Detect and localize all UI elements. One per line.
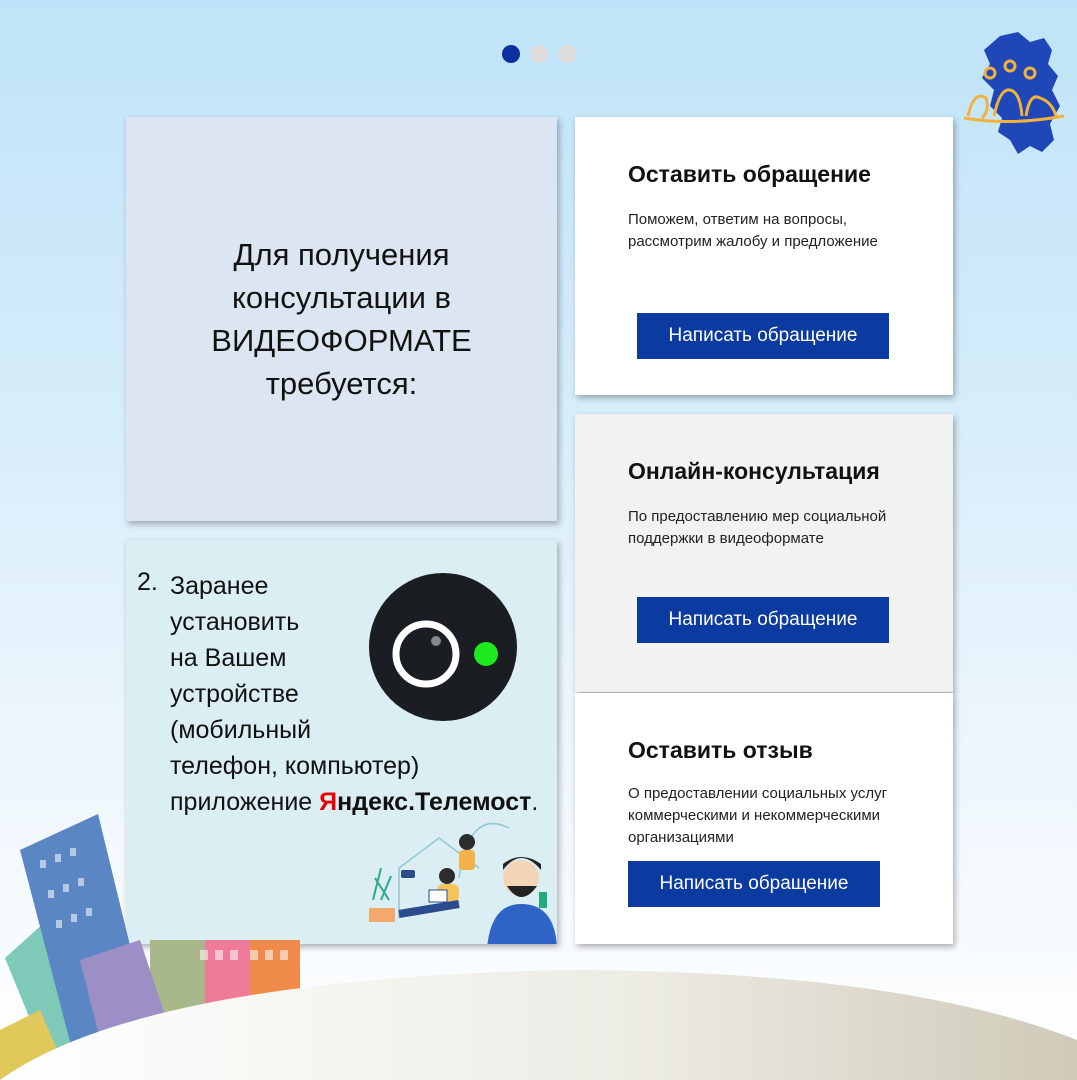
info-line-2: консультации в <box>232 280 451 315</box>
desc-line: рассмотрим жалобу и предложение <box>628 233 878 250</box>
desc-line: По предоставлению мер социальной <box>628 508 887 525</box>
step-line: (мобильный <box>170 716 312 744</box>
appeal-card <box>575 117 953 395</box>
pagination-dot-3[interactable] <box>558 45 576 63</box>
desc-line: организациями <box>628 829 734 846</box>
region-map-logo-icon <box>960 28 1075 158</box>
app-prefix: приложение <box>170 788 320 816</box>
desc-line: коммерческими и некоммерческими <box>628 807 881 824</box>
write-feedback-button[interactable]: Написать обращение <box>628 861 880 907</box>
brand-first-letter: Я <box>319 788 338 816</box>
step-number: 2. <box>137 568 158 596</box>
online-consultation-description <box>628 506 928 550</box>
ground-decoration <box>0 960 1077 1080</box>
feedback-card-description <box>628 783 928 849</box>
desc-line: О предоставлении социальных услуг <box>628 785 888 802</box>
info-line-1: Для получения <box>233 237 450 272</box>
brand-name: ндекс.Телемост <box>337 788 532 816</box>
step-line: устройстве <box>170 680 299 708</box>
info-card-text <box>177 233 507 405</box>
step-line: установить <box>170 608 300 636</box>
info-line-4: требуется: <box>265 366 418 401</box>
desc-line: Поможем, ответим на вопросы, <box>628 211 848 228</box>
appeal-card-title: Оставить обращение <box>628 161 871 187</box>
pagination-dot-1[interactable] <box>502 45 520 63</box>
info-line-3: ВИДЕОФОРМАТЕ <box>211 323 472 358</box>
feedback-card <box>575 693 953 944</box>
step-line: Заранее <box>170 572 269 600</box>
people-illustration-icon <box>359 808 557 944</box>
slider-pagination <box>502 45 576 63</box>
online-consultation-title: Онлайн-консультация <box>628 458 880 484</box>
pagination-dot-2[interactable] <box>530 45 548 63</box>
step-line: телефон, компьютер) <box>170 752 420 780</box>
app-suffix: . <box>531 788 539 816</box>
desc-line: поддержки в видеоформате <box>628 530 824 547</box>
appeal-card-description <box>628 209 928 253</box>
write-consultation-request-button[interactable]: Написать обращение <box>637 597 889 643</box>
write-appeal-button[interactable]: Написать обращение <box>637 313 889 359</box>
camera-app-icon <box>368 572 518 722</box>
step-line: на Вашем <box>170 644 287 672</box>
online-consultation-card <box>575 414 953 692</box>
feedback-card-title: Оставить отзыв <box>628 737 813 763</box>
video-consultation-info-card <box>126 117 557 521</box>
